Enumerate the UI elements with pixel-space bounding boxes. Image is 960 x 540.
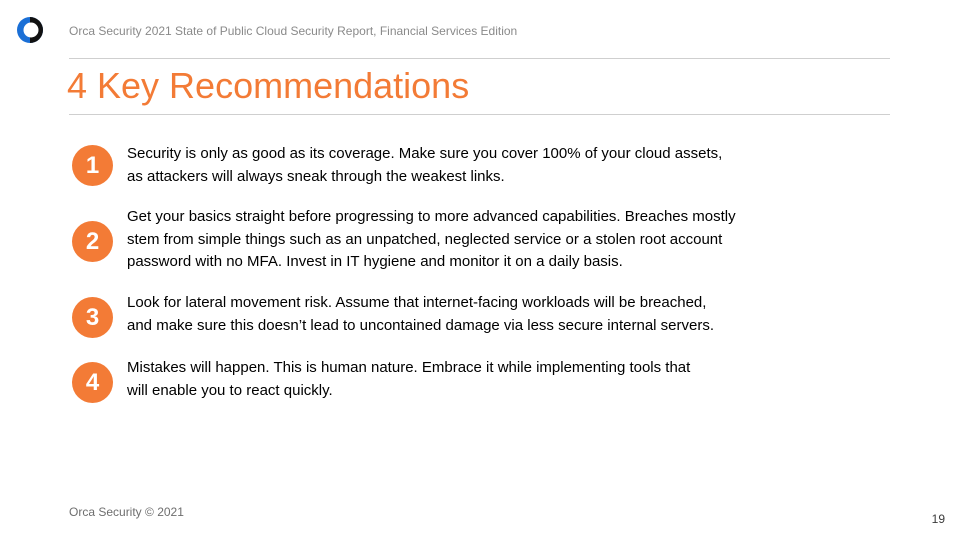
recommendation-number-badge: 2: [72, 221, 113, 262]
recommendation-text: Get your basics straight before progressing to more advanced capabilities. Breaches mostly stem from simple things such as an unpatched, neglected service or a stolen root account password with no MFA. Invest in IT hygiene and monitor it on a daily basis.: [127, 208, 736, 270]
report-header-text: Orca Security 2021 State of Public Cloud Security Report, Financial Services Edition: [69, 24, 518, 38]
footer-copyright: Orca Security © 2021: [69, 505, 184, 519]
page-title: 4 Key Recommendations: [67, 65, 470, 106]
recommendation-text: Security is only as good as its coverage. Make sure you cover 100% of your cloud assets, as attackers will always sneak through the weakest links.: [127, 145, 723, 185]
orca-logo-icon: [16, 16, 44, 44]
page-number: 19: [931, 512, 945, 526]
recommendation-text: Mistakes will happen. This is human nature. Embrace it while implementing tools that will enable you to react quickly.: [127, 359, 691, 399]
recommendation-number-badge: 3: [72, 297, 113, 338]
header-divider: [69, 58, 890, 59]
recommendation-number-badge: 1: [72, 145, 113, 186]
title-divider: [69, 114, 890, 115]
recommendation-text: Look for lateral movement risk. Assume that internet-facing workloads will be breached, and make sure this doesn’t lead to uncontained damage via less secure internal servers.: [127, 294, 714, 334]
recommendation-number-badge: 4: [72, 362, 113, 403]
